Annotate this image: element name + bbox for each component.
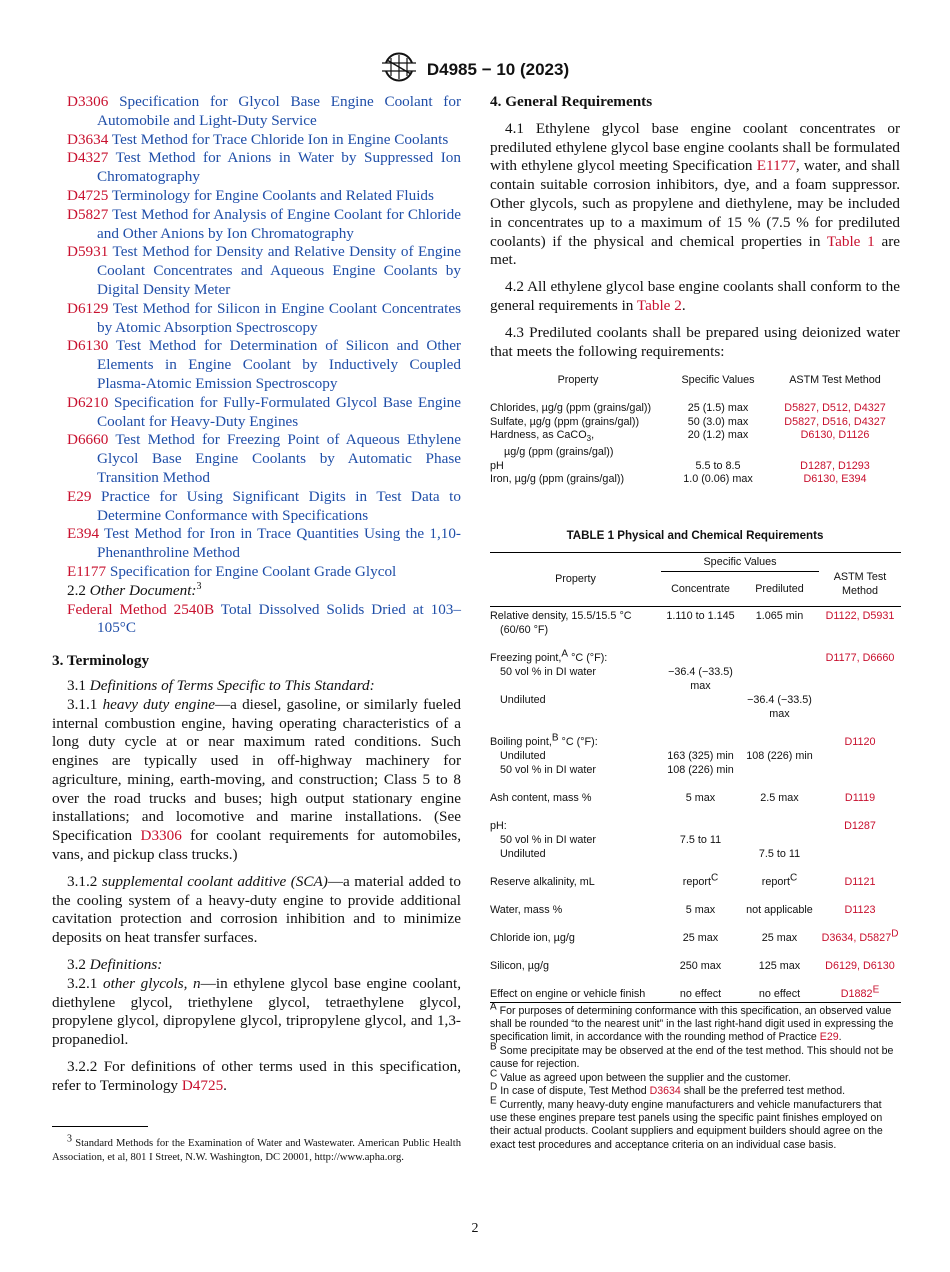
reference-title[interactable]: Test Method for Trace Chloride Ion in Engine Coolants [111,130,449,148]
table-note-a: $^A$ For purposes of determining conformance with this specification, an observed value shall be rounded “to the nearest unit” in the last right-hand digit used in expressing the specification limit, in accordance with the rounding method of Practice E29. [490,1001,894,1044]
reference-item[interactable] [67,394,461,432]
table-row: 50 vol % in DI water 7.5 to 11 [500,833,722,846]
page-header [0,52,950,87]
section-4-heading: 4. General Requirements [490,93,653,110]
right-column [490,93,900,1152]
reference-title[interactable]: Specification for Glycol Base Engine Coolant for Automobile and Light-Duty Service [97,93,461,129]
table-1-footnotes [490,1001,900,1152]
table-row: 50 vol % in DI water 108 (226) min [500,763,734,776]
d3306-link[interactable]: D3306 [140,827,182,845]
table-row: Freezing point,$^A$ °C (°F): D1177, D6660 [490,648,895,664]
section-4-1: 4.1 Ethylene glycol base engine coolant concentrates or prediluted ethylene glycol base engine coolants shall be formulated with ethylene glycol meeting Specification E1177, water, and shall contain suitable corrosion inhibitors, dye, and a foam suppressor. Other glycols, such as propylene and diethylene, may be included in concentrates up to a maximum of 15 % (7.5 % for prediluted coolants) if the physical and chemical properties in Table 1 are met. [490,119,900,269]
reference-code-link[interactable]: D6129 [67,299,109,317]
t1-header-property: Property [490,552,661,606]
reference-item[interactable] [67,187,461,206]
reference-code-link[interactable]: D3306 [67,93,109,110]
req-header-property: Property [557,374,599,387]
table-row: Boiling point,$^B$ °C (°F): D1120 [490,732,876,748]
table-row: Hardness, as CaCO$_3$, µg/g (ppm (grains/gal)) 20 (1.2) max D6130, D1126 [490,429,870,459]
reference-title[interactable]: Test Method for Determination of Silicon and Other Elements in Engine Coolant by Inductively Coupled Plasma-Atomic Emission Spectroscopy [97,337,461,392]
table-note-c: $^C$ Value as agreed upon between the supplier and the customer. [490,1068,791,1084]
reference-title[interactable]: Test Method for Iron in Trace Quantities Using the 1,10-Phenanthroline Method [97,525,461,562]
footnote-3: $^3$ Standard Methods for the Examination of Water and Wastewater. American Public Health Association, et al, 801 I Street, N.W. Washington, DC 20001, http://www.apha.org. [52,1133,461,1163]
page-number: 2 [471,1221,479,1236]
federal-method-link[interactable]: Federal Method 2540B [67,600,215,618]
reference-title[interactable]: Test Method for Silicon in Engine Coolant Concentrates by Atomic Absorption Spectroscopy [97,299,461,336]
referenced-documents-list [52,93,461,582]
table-note-b: $^B$ Some precipitate may be observed at the end of the test method. This should not be cause for rejection. [490,1041,894,1071]
reference-title[interactable]: Terminology for Engine Coolants and Related Fluids [111,186,434,204]
t1-header-specific: Specific Values [661,552,819,571]
standard-designation: D4985 − 10 (2023) [426,59,570,79]
req-header-method: ASTM Test Method [789,374,881,387]
reference-title[interactable]: Test Method for Analysis of Engine Coolant for Chloride and Other Anions by Ion Chromatography [97,205,461,242]
table-row: Silicon, µg/g 250 max 125 max D6129, D6130 [490,959,895,972]
federal-method-reference[interactable] [67,601,461,639]
table-row: Sulfate, µg/g (ppm (grains/gal)) 50 (3.0) max D5827, D516, D4327 [490,415,886,428]
reference-title[interactable]: Test Method for Anions in Water by Suppressed Ion Chromatography [97,149,461,186]
reference-item[interactable] [67,206,461,244]
table-row: Undiluted 163 (325) min 108 (226) min [500,749,813,762]
reference-item[interactable] [67,431,461,487]
reference-item[interactable] [67,149,461,187]
reference-item[interactable] [67,243,461,299]
reference-code-link[interactable]: E29 [67,487,92,505]
e1177-link[interactable]: E1177 [756,157,796,175]
reference-title[interactable]: Specification for Engine Coolant Grade Glycol [109,562,397,580]
section-3-1-1: 3.1.1 heavy duty engine—a diesel, gasoline, or similarly fueled internal combustion engine, having operating characteristics of a long duty cycle at or near maximum rated conditions. Such engines are typically used in off-highway machinery for agriculture, mining, earth-moving, and construction; Class 5 to 8 over the road trucks and buses; high output stationary engine installations; and locomotive and marine installations. (See Specification D3306 for coolant requirements for automobiles, vans, and pickup class trucks.) [52,695,462,864]
section-3-2-1: 3.2.1 other glycols, n—in ethylene glycol base engine coolant, diethylene glycol, triethylene glycol, tetraethylene glycol, propylene glycol, dipropylene glycol, tripropylene glycol, and 1,3-propanediol. [52,974,462,1049]
reference-item[interactable] [67,488,461,526]
table-1-physical-chemical [490,552,901,1003]
section-3-2: 3.2 Definitions: [67,956,163,974]
table-row: Reserve alkalinity, mL report$^C$ report$^C$ D1121 [490,872,876,888]
reference-title[interactable]: Specification for Fully-Formulated Glycol Base Engine Coolant for Heavy-Duty Engines [97,393,461,430]
section-3-1-2: 3.1.2 supplemental coolant additive (SCA)—a material added to the cooling system of a heavy-duty engine to provide additional cavitation protection and corrosion inhibition and to minimize deposits on heat transfer surfaces. [52,872,461,947]
section-3-2-2: 3.2.2 For definitions of other terms used in this specification, refer to Terminology D4725. [52,1058,461,1094]
footnote-divider [52,1126,148,1127]
table-1-link[interactable]: Table 1 [826,232,875,250]
table-row: Chlorides, µg/g (ppm (grains/gal)) 25 (1.5) max D5827, D512, D4327 [490,402,886,415]
other-document-heading: 2.2 Other Document:$^3$ [67,580,202,599]
reference-code-link[interactable]: D3634 [67,130,109,148]
table-2-link[interactable]: Table 2 [636,296,682,314]
section-4-3: 4.3 Prediluted coolants shall be prepared using deionized water that meets the following requirements: [490,323,900,360]
reference-code-link[interactable]: D6210 [67,393,109,411]
req-header-values: Specific Values [681,374,755,387]
astm-logo-icon [381,52,417,87]
table-row: 50 vol % in DI water −36.4 (−33.5) max [500,665,733,692]
reference-code-link[interactable]: E1177 [67,562,107,580]
section-3-heading: 3. Terminology [52,652,150,670]
deionized-water-requirements-table [490,371,900,487]
reference-item[interactable] [67,131,461,150]
t1-header-method: ASTM Test Method [819,552,901,606]
table-row: Ash content, mass % 5 max 2.5 max D1119 [490,791,876,804]
reference-code-link[interactable]: D6130 [67,337,109,355]
table-row: Undiluted 7.5 to 11 [500,847,801,860]
t1-header-concentrate: Concentrate [661,571,740,606]
e29-link[interactable]: E29 [819,1031,839,1044]
table-row: pH: D1287 [490,819,876,832]
table-row: Undiluted −36.4 (−33.5) max [500,693,812,720]
table-note-e: $^E$ Currently, many heavy-duty engine manufacturers and vehicle manufacturers that use these engines prepare test panels using the specific paint finishes employed on their actual products. Coolant suppliers and equipment builders should agree on the exact test procedures and acceptance criteria on an individual case basis. [490,1094,883,1151]
reference-code-link[interactable]: E394 [67,525,100,543]
reference-item[interactable] [67,337,461,393]
table-row: Iron, µg/g (ppm (grains/gal)) 1.0 (0.06) max D6130, E394 [490,473,867,486]
reference-code-link[interactable]: D5931 [67,243,109,261]
reference-title[interactable]: Practice for Using Significant Digits in Test Data to Determine Conformance with Specifications [97,487,461,524]
reference-item[interactable] [67,563,461,582]
reference-code-link[interactable]: D4327 [67,149,109,167]
reference-code-link[interactable]: D5827 [67,205,109,223]
table-row: Effect on engine or vehicle finish no effect no effect $D1882^E$ [490,987,901,1003]
table-row: Chloride ion, µg/g 25 max 25 max D3634, $D5827^D$ [490,928,899,944]
table-row: Relative density, 15.5/15.5 °C (60/60 °F) 1.110 to 1.145 1.065 min D1122, D5931 [490,609,895,636]
d3634-link[interactable]: D3634 [649,1085,681,1098]
reference-item[interactable] [67,93,461,131]
d4725-link[interactable]: D4725 [181,1076,224,1094]
table-row: pH 5.5 to 8.5 D1287, D1293 [490,459,870,472]
table-note-d: $^D$ In case of dispute, Test Method D3634 shall be the preferred test method. [490,1081,846,1098]
table-row: Water, mass % 5 max not applicable D1123 [490,903,876,916]
reference-item[interactable] [67,525,461,563]
t1-header-prediluted: Prediluted [740,571,819,606]
reference-code-link[interactable]: D6660 [67,431,109,449]
federal-method-title[interactable]: Total Dissolved Solids Dried at 103–105°C [97,600,461,637]
section-3-1: 3.1 Definitions of Terms Specific to This Standard: [67,676,375,694]
section-4-2: 4.2 All ethylene glycol base engine coolants shall conform to the general requirements in Table 2. [490,278,900,314]
reference-title[interactable]: Test Method for Density and Relative Density of Engine Coolant Concentrates and Aqueous Engine Coolants by Digital Density Meter [97,243,461,298]
reference-title[interactable]: Test Method for Freezing Point of Aqueous Ethylene Glycol Base Engine Coolants by Automatic Phase Transition Method [97,431,461,486]
table-1-caption: TABLE 1 Physical and Chemical Requirements [566,528,824,542]
reference-code-link[interactable]: D4725 [67,186,109,204]
reference-item[interactable] [67,300,461,338]
left-column [52,93,461,1165]
